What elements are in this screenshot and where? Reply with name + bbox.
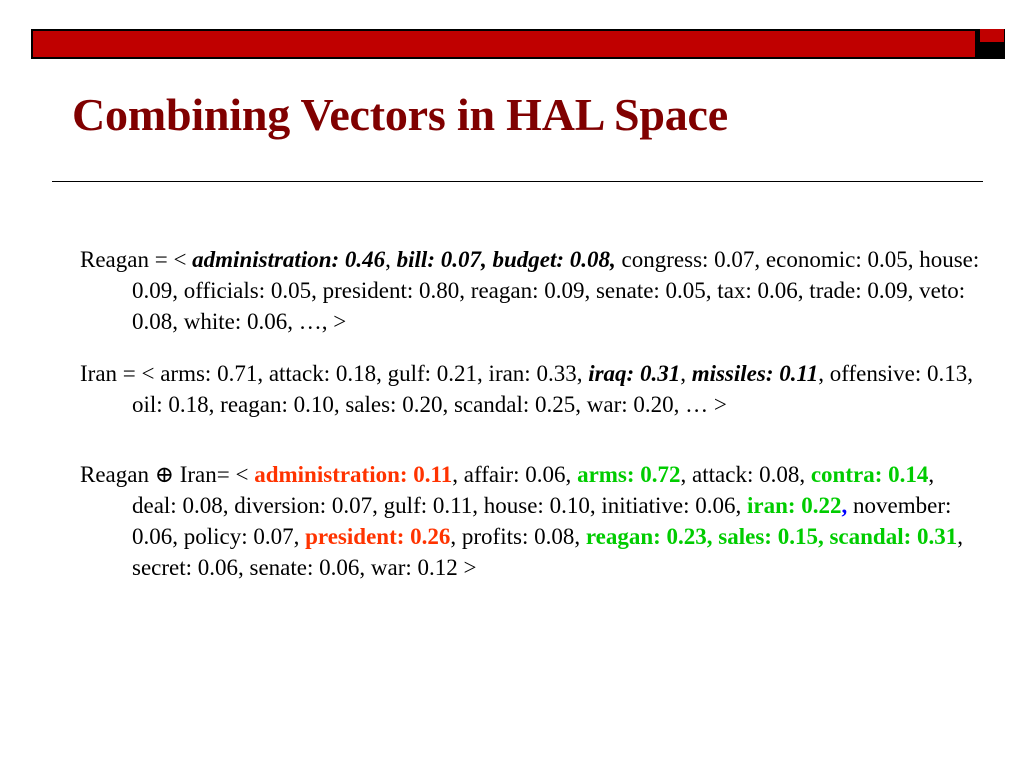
combined-contra: contra: 0.14 [810, 462, 929, 487]
combined-text-4: november: 0.06, policy: 0.07, [132, 493, 952, 549]
reagan-prefix: Reagan = < [80, 247, 193, 272]
iran-iraq: iraq: 0.31 [588, 361, 681, 386]
reagan-rest: congress: 0.07, economic: 0.05, house: 0.09, officials: 0.05, president: 0.80, reagan: 0.09, senate: 0.05, tax: 0.06, trade: 0.09, veto: 0.08, white: 0.06, …, > [132, 247, 980, 334]
combined-reagan-sales-scandal: reagan: 0.23, sales: 0.15, scandal: 0.31 [585, 524, 958, 549]
combined-prefix: Reagan ⊕ Iran= < [80, 462, 255, 487]
iran-vector [80, 358, 980, 420]
header-bar-corner [980, 29, 1004, 42]
iran-rest: , offensive: 0.13, oil: 0.18, reagan: 0.10, sales: 0.20, scandal: 0.25, war: 0.20, … > [132, 361, 974, 417]
combined-comma: , [841, 493, 848, 518]
iran-prefix: Iran = < arms: 0.71, attack: 0.18, gulf: 0.21, iran: 0.33, [80, 361, 589, 386]
reagan-administration: administration: 0.46 [192, 247, 386, 272]
reagan-vector [80, 244, 980, 337]
title-divider [52, 181, 983, 182]
reagan-bill-budget: bill: 0.07, budget: 0.08, [396, 247, 616, 272]
combined-iran: iran: 0.22 [746, 493, 842, 518]
header-bar-red [33, 31, 975, 57]
combined-text-6: , secret: 0.06, senate: 0.06, war: 0.12 > [132, 524, 963, 580]
combined-vector [80, 459, 980, 583]
combined-text-5: , profits: 0.08, [450, 524, 586, 549]
combined-president: president: 0.26 [305, 524, 451, 549]
iran-sep: , [680, 361, 692, 386]
iran-missiles: missiles: 0.11 [691, 361, 819, 386]
combined-text-3: , deal: 0.08, diversion: 0.07, gulf: 0.11, house: 0.10, initiative: 0.06, [132, 462, 935, 518]
slide-title: Combining Vectors in HAL Space [72, 89, 728, 140]
combined-text-1: , affair: 0.06, [452, 462, 578, 487]
combined-text-2: , attack: 0.08, [680, 462, 811, 487]
combined-arms: arms: 0.72 [577, 462, 681, 487]
combined-administration: administration: 0.11 [254, 462, 453, 487]
reagan-sep: , [385, 247, 397, 272]
slide-content [80, 244, 980, 583]
